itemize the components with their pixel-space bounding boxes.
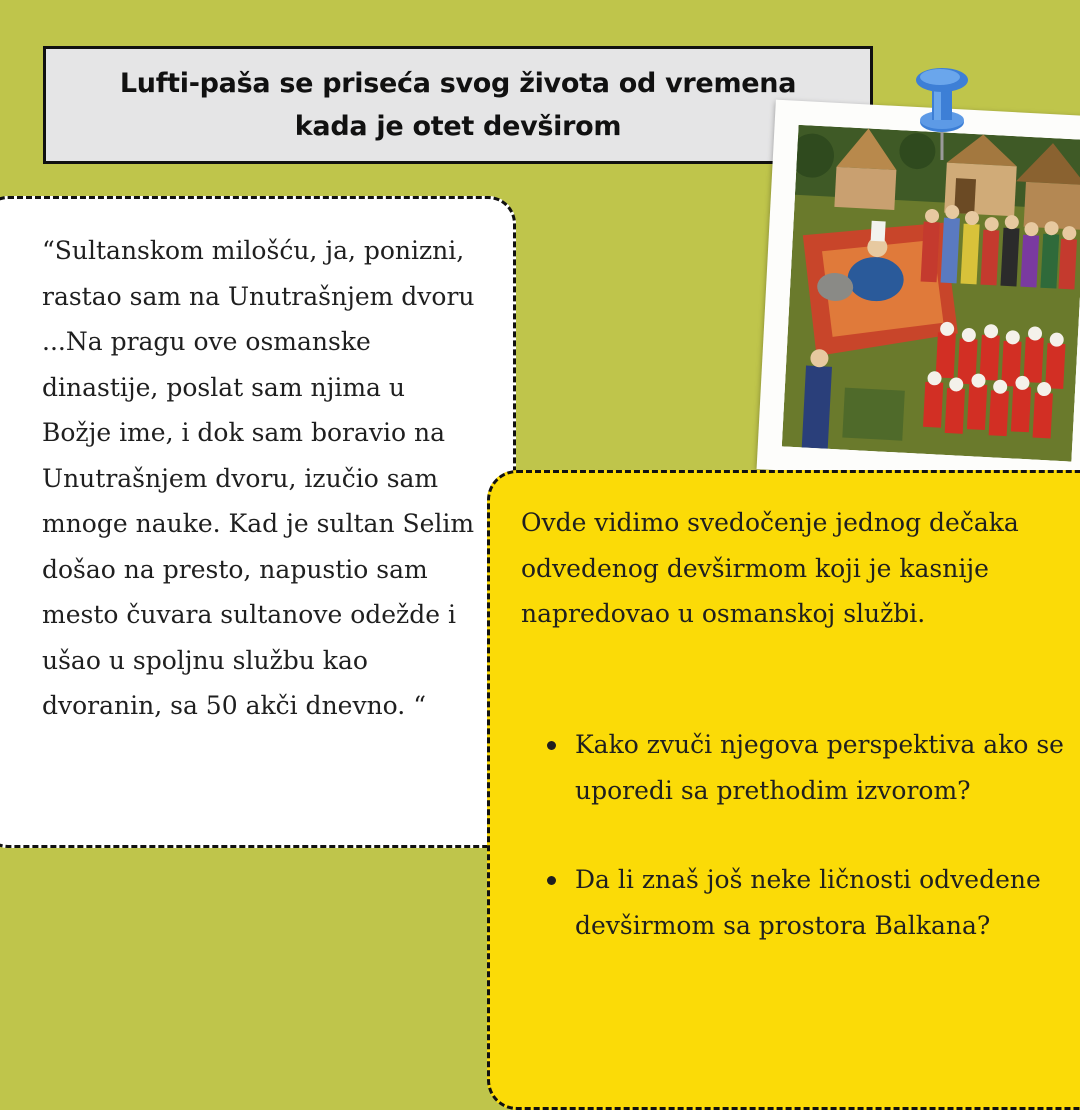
question-list <box>575 722 1065 992</box>
question-text: Da li znaš još neke ličnosti odvedene devširmom sa prostora Balkana? <box>575 865 1041 940</box>
intro-text: Ovde vidimo svedočenje jednog dečaka odvedenog devširmom koji je kasnije napredovao u osmanskoj službi. <box>521 508 1019 628</box>
push-pin-icon <box>912 62 976 162</box>
quote-text: “Sultanskom milošću, ja, ponizni, rastao sam na Unutrašnjem dvoru ...Na pragu ove osmanske dinastije, poslat sam njima u Božje ime, i dok sam boravio na Unutrašnjem dvoru, izučio sam mnoge nauke. Kad je sultan Selim došao na presto, napustio sam mesto čuvara sultanove odežde i ušao u spoljnu službu kao dvoranin, sa 50 akči dnevno. “ <box>42 236 475 720</box>
bullet-dot-icon <box>547 741 556 750</box>
title-box <box>43 46 873 164</box>
list-item <box>575 722 1065 813</box>
bullet-dot-icon <box>547 876 556 885</box>
question-text: Kako zvuči njegova perspektiva ako se uporedi sa prethodim izvorom? <box>575 730 1064 805</box>
page-title: Lufti-paša se priseća svog života od vremena kada je otet devširom <box>119 68 797 142</box>
list-item <box>575 857 1065 948</box>
ottoman-miniature-image <box>782 125 1080 462</box>
